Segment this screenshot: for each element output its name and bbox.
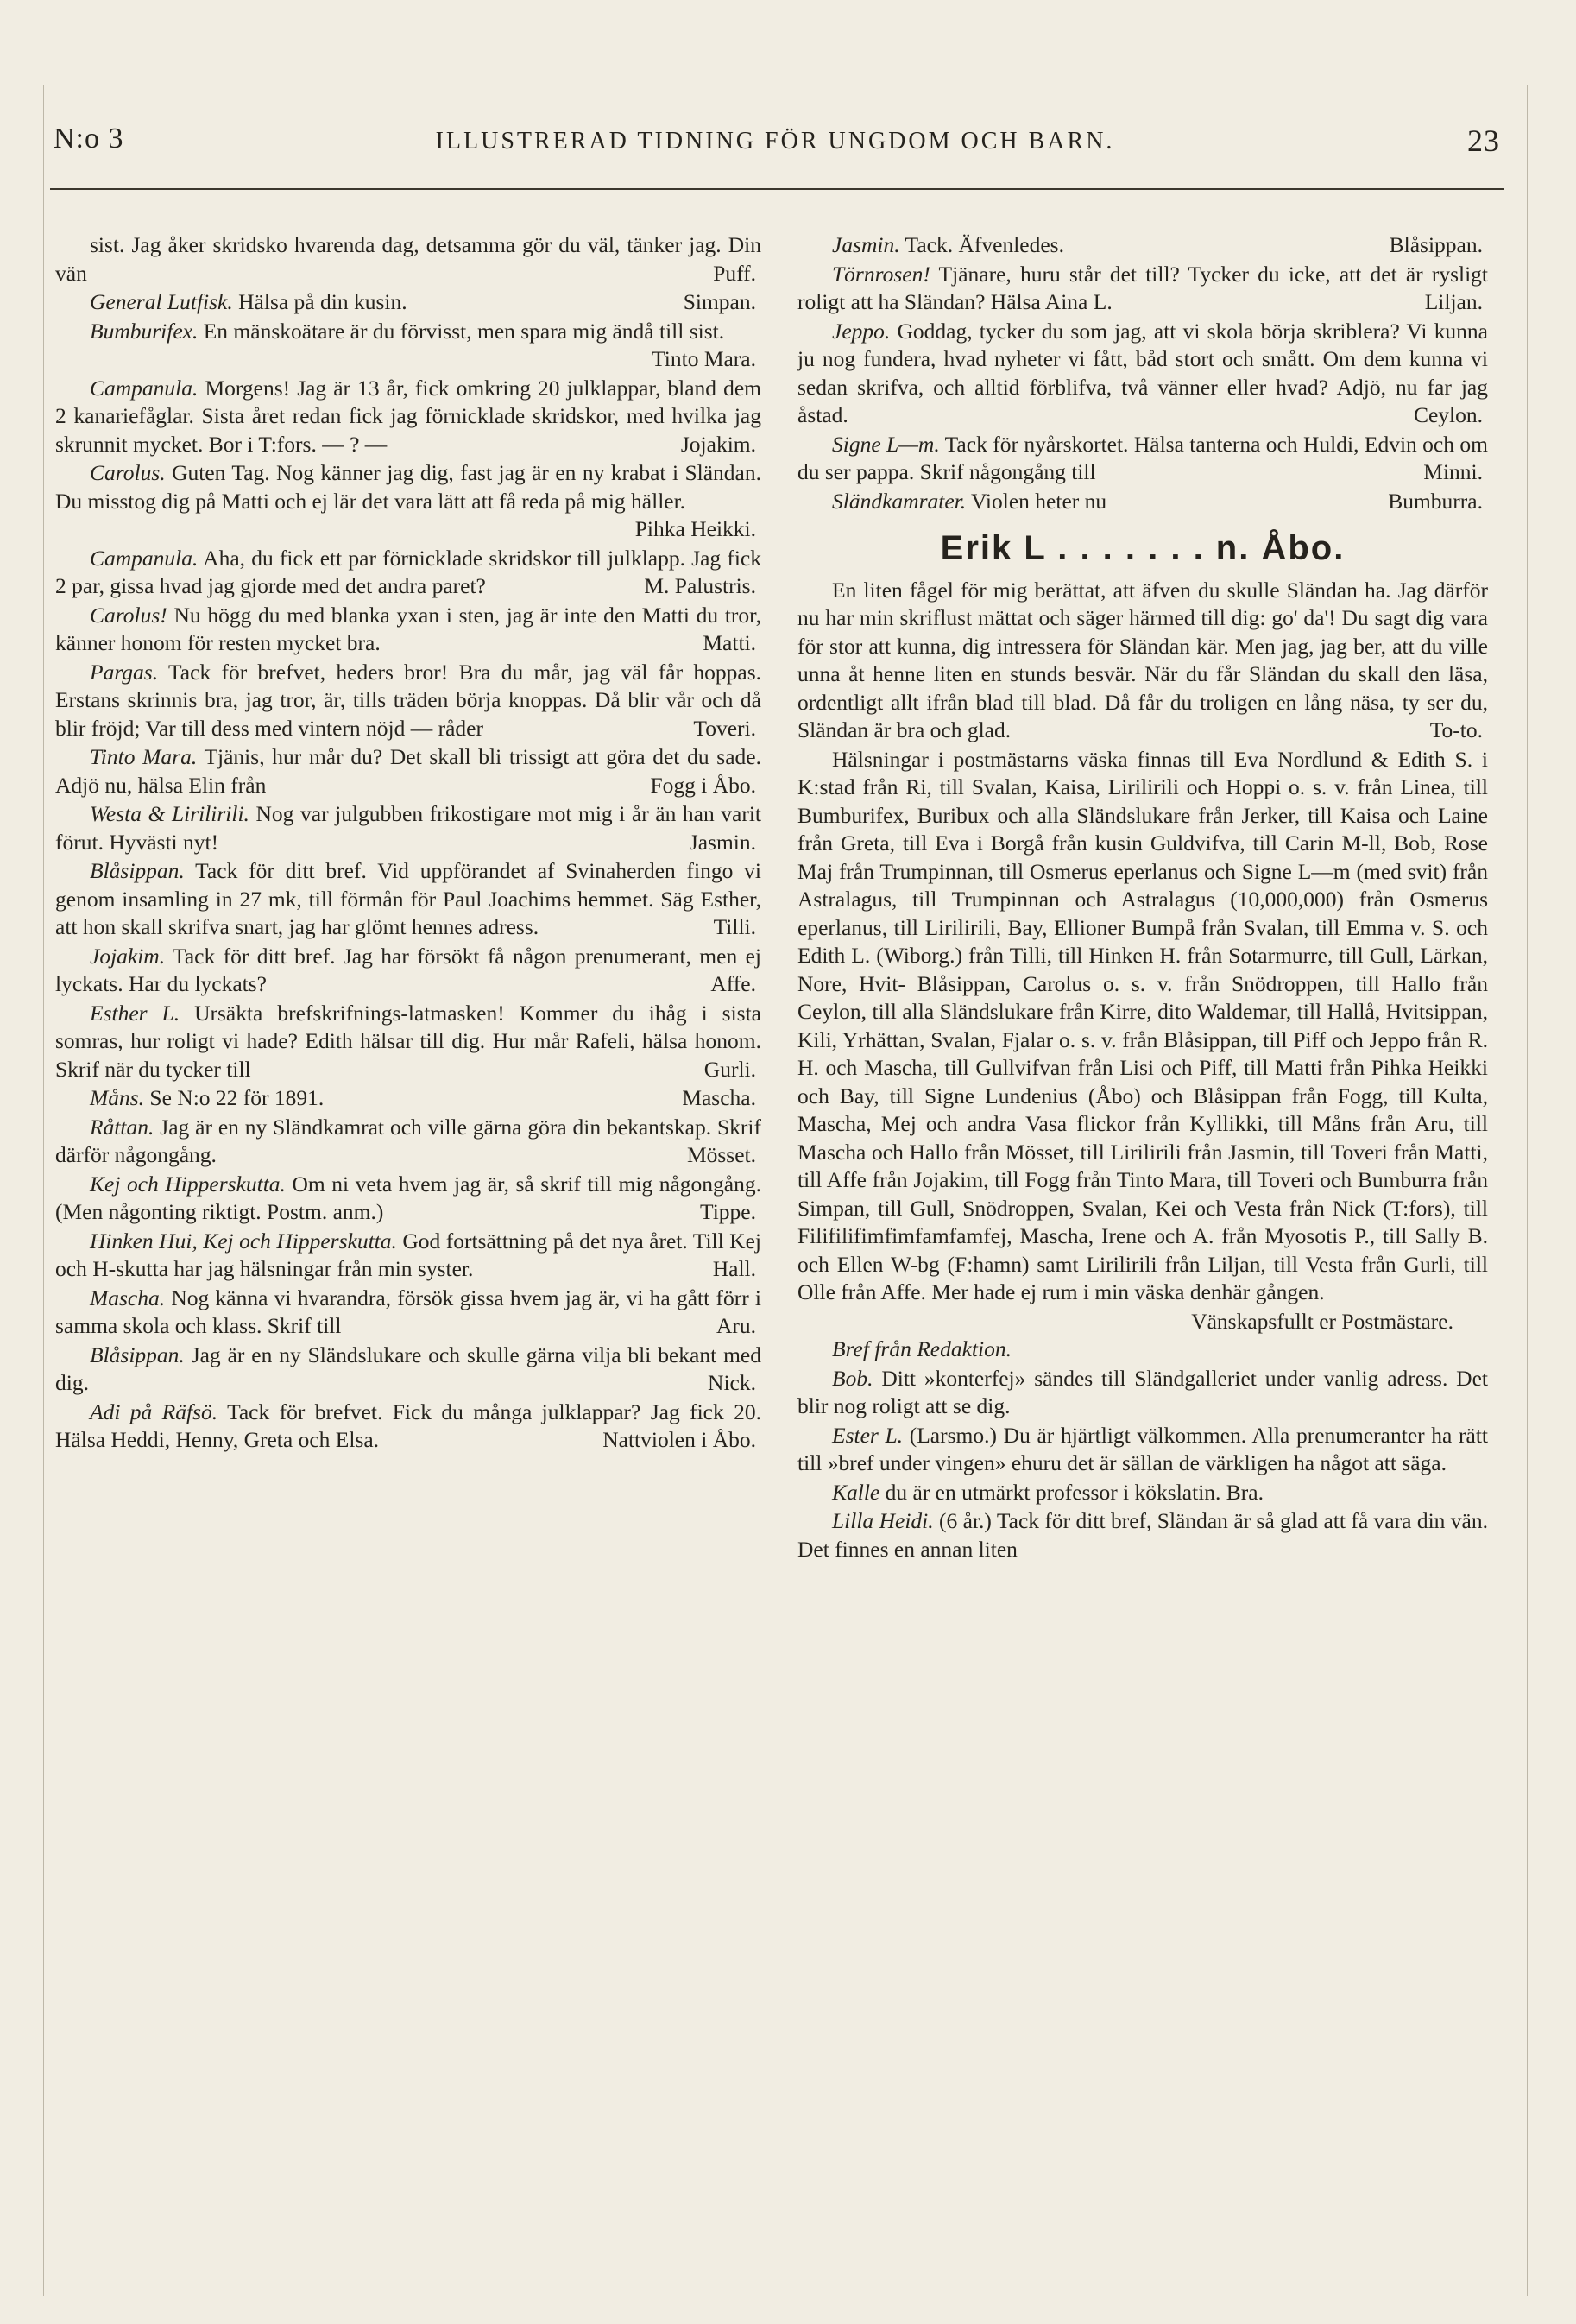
letter-entry	[797, 261, 1488, 317]
letter-text: du är en utmärkt professor i kökslatin. Bra.	[885, 1479, 1264, 1505]
letter-text: Se N:o 22 för 1891.	[149, 1085, 325, 1110]
addressee-name: Kej och Hipperskutta.	[90, 1171, 286, 1197]
addressee-name: Råttan.	[90, 1114, 154, 1140]
letter-text: Tack för ditt bref. Vid uppförandet af Svinaherden fingo vi genom insamling in 27 mk, till förmån för Paul Joachims hemmet. Säg Esther, att hon skall skrifva snart, jag har glömt hennes adress.	[55, 858, 761, 939]
letter-entry	[55, 459, 761, 544]
addressee-name: Campanula.	[90, 375, 199, 401]
signature: Nattviolen i Åbo.	[602, 1427, 756, 1452]
letter-entry	[55, 231, 761, 287]
letter-entry	[55, 375, 761, 459]
addressee-name: Jeppo.	[832, 318, 891, 344]
letter-entry	[55, 857, 761, 942]
addressee-name: Adi på Räfsö.	[90, 1399, 218, 1424]
signature: Tinto Mara.	[652, 346, 756, 371]
signature: Aru.	[716, 1313, 756, 1338]
letter-text: Tjänare, huru står det till? Tycker du icke, att det är rysligt roligt att ha Sländan? Hälsa Aina L.	[797, 261, 1488, 314]
addressee-name: Campanula.	[90, 545, 199, 571]
letter-entry	[55, 943, 761, 999]
signature: Affe.	[710, 971, 756, 996]
addressee-name: Lilla Heidi.	[832, 1508, 934, 1533]
addressee-name: Törnrosen!	[832, 261, 930, 287]
signature: Matti.	[703, 630, 756, 655]
signature: Simpan.	[683, 289, 756, 314]
letter-entry	[55, 1285, 761, 1341]
signature: Mösset.	[686, 1142, 756, 1167]
letter-entry	[55, 1228, 761, 1284]
letter-entry	[55, 800, 761, 856]
letter-text: En mänskoätare är du förvisst, men spara mig ändå till sist.	[203, 318, 725, 344]
letter-text: Om ni veta hvem jag är, så skrif till mig någongång. (Men någonting riktigt. Postm. anm.)	[55, 1171, 761, 1224]
letter-entry	[55, 288, 761, 317]
addressee-name: Jojakim.	[90, 943, 166, 969]
redaktion-section	[797, 1365, 1488, 1564]
letter-entry	[55, 659, 761, 743]
page-number: 23	[1467, 123, 1500, 158]
letter-entry	[55, 1084, 761, 1113]
issue-number: N:o 3	[54, 123, 124, 155]
letter-text: Tack för brefvet. Fick du många julklappar? Jag fick 20. Hälsa Heddi, Henny, Greta och Elsa.	[55, 1399, 761, 1452]
letter-entry	[55, 1000, 761, 1084]
poem-text: En liten fågel för mig berättat, att äfven du skulle Sländan ha. Jag därför nu har min skriflust mättat och säger härmed till dig: go' da'! Du sagt dig vara för stor att kunna, dig intressera för Sländan kär. Men jag, jag ber, att du ville unna åt henne liten en stunds besvär. När du får Sländan du skall den läsa, ordentligt allt ifrån blad till blad. Då får du troligen en lång näsa, ty ser du, Sländan är bra och glad.	[797, 577, 1488, 742]
signature: Jojakim.	[680, 431, 756, 457]
letter-text: Tack för brefvet, heders bror! Bra du mår, jag väl får hoppas. Erstans skrinnis bra, jag tror, är, tills träden börja knoppas. Då blir vår och då blir fröjd; Var till dess med vintern nöjd — råder	[55, 659, 761, 741]
poem-signature: To-to.	[1429, 717, 1483, 742]
letter-text: (6 år.) Tack för ditt bref, Sländan är så glad att få vara din vän. Det finnes en annan liten	[797, 1508, 1488, 1562]
letter-entry	[797, 1365, 1488, 1421]
signature: Blåsippan.	[1389, 232, 1483, 257]
signature: Tilli.	[713, 914, 756, 939]
addressee-name: Jasmin.	[832, 232, 900, 257]
addressee-name: Bob.	[832, 1365, 873, 1391]
letter-entry	[55, 1171, 761, 1227]
signature: Minni.	[1423, 459, 1483, 484]
signature: Fogg i Åbo.	[650, 772, 756, 798]
addressee-name: Sländkamrater.	[832, 488, 967, 514]
letter-entry	[797, 1479, 1488, 1507]
addressee-name: Kalle	[832, 1479, 880, 1505]
left-column	[55, 231, 761, 1456]
letter-text: Aha, du fick ett par förnicklade skridskor till julklapp. Jag fick 2 par, gissa hvad jag gjorde med det andra paret?	[55, 545, 761, 598]
letter-text: Violen heter nu	[971, 488, 1107, 514]
addressee-name: Hinken Hui, Kej och Hipperskutta.	[90, 1228, 397, 1254]
signature: Puff.	[713, 260, 756, 286]
letter-entry	[797, 488, 1488, 516]
letter-text: (Larsmo.) Du är hjärtligt välkommen. Alla prenumeranter ha rätt till »bref under vingen» ehuru det är sällan de värkligen ha något att säga.	[797, 1422, 1489, 1475]
signature: Gurli.	[703, 1056, 756, 1082]
addressee-name: Pargas.	[90, 659, 159, 685]
signature: Ceylon.	[1413, 402, 1483, 427]
addressee-name: Esther L.	[90, 1000, 180, 1026]
addressee-name: Westa & Lirilirili.	[90, 801, 249, 826]
letter-entry	[55, 318, 761, 374]
signature: Toveri.	[693, 715, 756, 741]
running-head	[50, 123, 1500, 166]
letter-text: Guten Tag. Nog känner jag dig, fast jag är en ny krabat i Sländan. Du misstog dig på Matti och ej lär det vara lätt att få reda på mig häller.	[55, 460, 761, 514]
signature: Mascha.	[682, 1085, 756, 1110]
signature: Hall.	[712, 1256, 756, 1281]
addressee-name: Tinto Mara.	[90, 744, 198, 769]
letter-text: Tjänis, hur mår du? Det skall bli trissigt att göra det du sade. Adjö nu, hälsa Elin från	[55, 744, 761, 798]
signature: Bumburra.	[1388, 488, 1483, 514]
signature: Tippe.	[700, 1199, 756, 1224]
addressee-name: Carolus!	[90, 602, 167, 628]
signature: Jasmin.	[689, 829, 756, 855]
addressee-name: Blåsippan.	[90, 1342, 185, 1367]
addressee-name: Carolus.	[90, 460, 166, 485]
redaktion-heading: Bref från Redaktion.	[832, 1336, 1012, 1361]
letter-entry	[55, 743, 761, 799]
addressee-name: Signe L—m.	[832, 431, 940, 457]
letter-text: Nu högg du med blanka yxan i sten, jag är inte den Matti du tror, känner honom för resten mycket bra.	[55, 602, 761, 655]
halsningar-text: Hälsningar i postmästarns väska finnas till Eva Nordlund & Edith S. i K:stad från Ri, till Svalan, Kaisa, Lirilirili och Hoppi o. s. v. från Linea, till Bumburifex, Buribux och alla Sländslukare från Jerker, till Kaisa och Laine från Greta, till Eva i Borgå från kusin Guldvifva, till Carin M-ll, Bob, Rose Maj från Trumpinnan, till Osmerus eperlanus och Signe L—m (med svit) från Astralagus, till Trumpinnan och Astralagus (10,000,000) från Osmerus eperlanus, till Lirilirili, Bay, Ellioner Bumpå från Svalan, till Emma v. S. och Edith L. (Wiborg.) från Tilli, till Hinken H. från Sotarmurre, till Gull, Lärkan, Nore, Hvit- Blåsippan, Carolus o. s. v. från Snödroppen, till Hallo från Ceylon, till alla Sländslukare från Kirre, dito Waldemar, till Hallå, Hvitsippan, Kili, Yrhättan, Svalan, Fjalar o. s. v. från Blåsippan, till Piff och Jeppo från R. H. och Mascha, till Gullvifvan från Lisi och Piff, till Matti från Pihka Heikki och Bay, till Signe Lundenius (Åbo) och Blåsippan från Fogg, till Kulta, Mascha, Mej och andra Vasa flickor från Kyllikki, till Måns från Aru, till Mascha och Hallo från Mösset, till Lirilirili från Jasmin, till Toveri från Matti, till Affe från Jojakim, till Fogg från Tinto Mara, till Toveri och Bumburra från Simpan, till Gull, Snödroppen, Svalan, Kei och Vesta från Nick (T:fors), till Filifilifimfimfamfamfej, Mascha, Irene och A. från Myosotis P., till Sally B. och Ellen W-bg (F:hamn) samt Lirilirili från Liljan, till Vesta från Gurli, till Olle från Affe. Mer hade ej rum i min väska denhär gången.	[797, 746, 1488, 1304]
header-rule	[50, 188, 1504, 190]
signature: Liljan.	[1424, 289, 1483, 314]
letter-text: Hälsa på din kusin.	[238, 289, 407, 314]
halsningar-section	[797, 746, 1488, 1307]
letter-text: Nog var julgubben frikostigare mot mig i år än han varit förut. Hyvästi nyt!	[55, 801, 762, 855]
letter-entry	[55, 602, 761, 658]
letter-entry	[797, 431, 1488, 487]
addressee-name: Mascha.	[90, 1285, 166, 1310]
letter-entry	[55, 1114, 761, 1170]
addressee-name: Måns.	[90, 1085, 145, 1110]
signature: Nick.	[708, 1370, 756, 1395]
addressee-name: Blåsippan.	[90, 858, 185, 883]
letter-text: Jag är en ny Sländslukare och skulle gärna vilja bli bekant med dig.	[55, 1342, 761, 1395]
letter-entry	[797, 1422, 1488, 1478]
addressee-name: Ester L.	[832, 1422, 904, 1448]
letter-text: Tack för ditt bref. Jag har försökt få någon prenumerant, men ej lyckats. Har du lyckats?	[55, 943, 761, 996]
letter-text: Goddag, tycker du som jag, att vi skola börja skriblera? Vi kunna ju nog fundera, hvad nyheter vi fått, båd stort och smått. Om dem kunna vi sedan skrifva, och alltid förblifva, två vänner eller hvad? Adjö, nu far jag åstad.	[797, 318, 1489, 427]
letter-text: Jag är en ny Sländkamrat och ville gärna göra din bekantskap. Skrif därför någongång.	[55, 1114, 761, 1167]
signature: Pihka Heikki.	[634, 516, 756, 541]
letter-entry	[797, 1507, 1488, 1563]
poem-heading: Erik L . . . . . . . n. Åbo.	[940, 529, 1346, 567]
letter-entry	[797, 318, 1488, 430]
letter-text: Ursäkta brefskrifnings-latmasken! Kommer du ihåg i sista somras, hur roligt vi hade? Edith hälsar till dig. Hur mår Rafeli, hälsa honom. Skrif när du tycker till	[55, 1000, 762, 1082]
letter-text: Morgens! Jag är 13 år, fick omkring 20 julklappar, bland dem 2 kanariefåglar. Sista året redan fick jag förnicklade skridskor, med hvilka jag skrunnit mycket. Bor i T:fors. — ? —	[55, 375, 761, 457]
publication-title: ILLUSTRERAD TIDNING FÖR UNGDOM OCH BARN.	[435, 128, 1115, 155]
letter-entry	[55, 1399, 761, 1455]
poem	[797, 577, 1488, 745]
halsningar-signature: Vänskapsfullt er Postmästare.	[1191, 1308, 1453, 1334]
letter-text: Tack för nyårskortet. Hälsa tanterna och Huldi, Edvin och om du ser pappa. Skrif någongång till	[797, 431, 1488, 484]
letter-text: Tack. Äfvenledes.	[905, 232, 1064, 257]
letter-entry	[55, 1342, 761, 1398]
letter-entry	[797, 231, 1488, 260]
right-column-letters	[797, 231, 1488, 515]
letter-text: God fortsättning på det nya året. Till Kej och H-skutta har jag hälsningar från min syster.	[55, 1228, 761, 1281]
addressee-name: General Lutfisk.	[90, 289, 233, 314]
letter-text: Nog känna vi hvarandra, försök gissa hvem jag är, vi ha gått förr i samma skola och klass. Skrif till	[55, 1285, 762, 1338]
letter-text: sist. Jag åker skridsko hvarenda dag, detsamma gör du väl, tänker jag. Din vän	[55, 232, 761, 286]
letter-entry	[55, 545, 761, 601]
signature: M. Palustris.	[644, 573, 756, 598]
letter-text: Ditt »konterfej» sändes till Sländgalleriet under vanlig adress. Det blir nog roligt att se dig.	[797, 1365, 1488, 1418]
right-column	[797, 231, 1488, 1564]
addressee-name: Bumburifex.	[90, 318, 199, 344]
